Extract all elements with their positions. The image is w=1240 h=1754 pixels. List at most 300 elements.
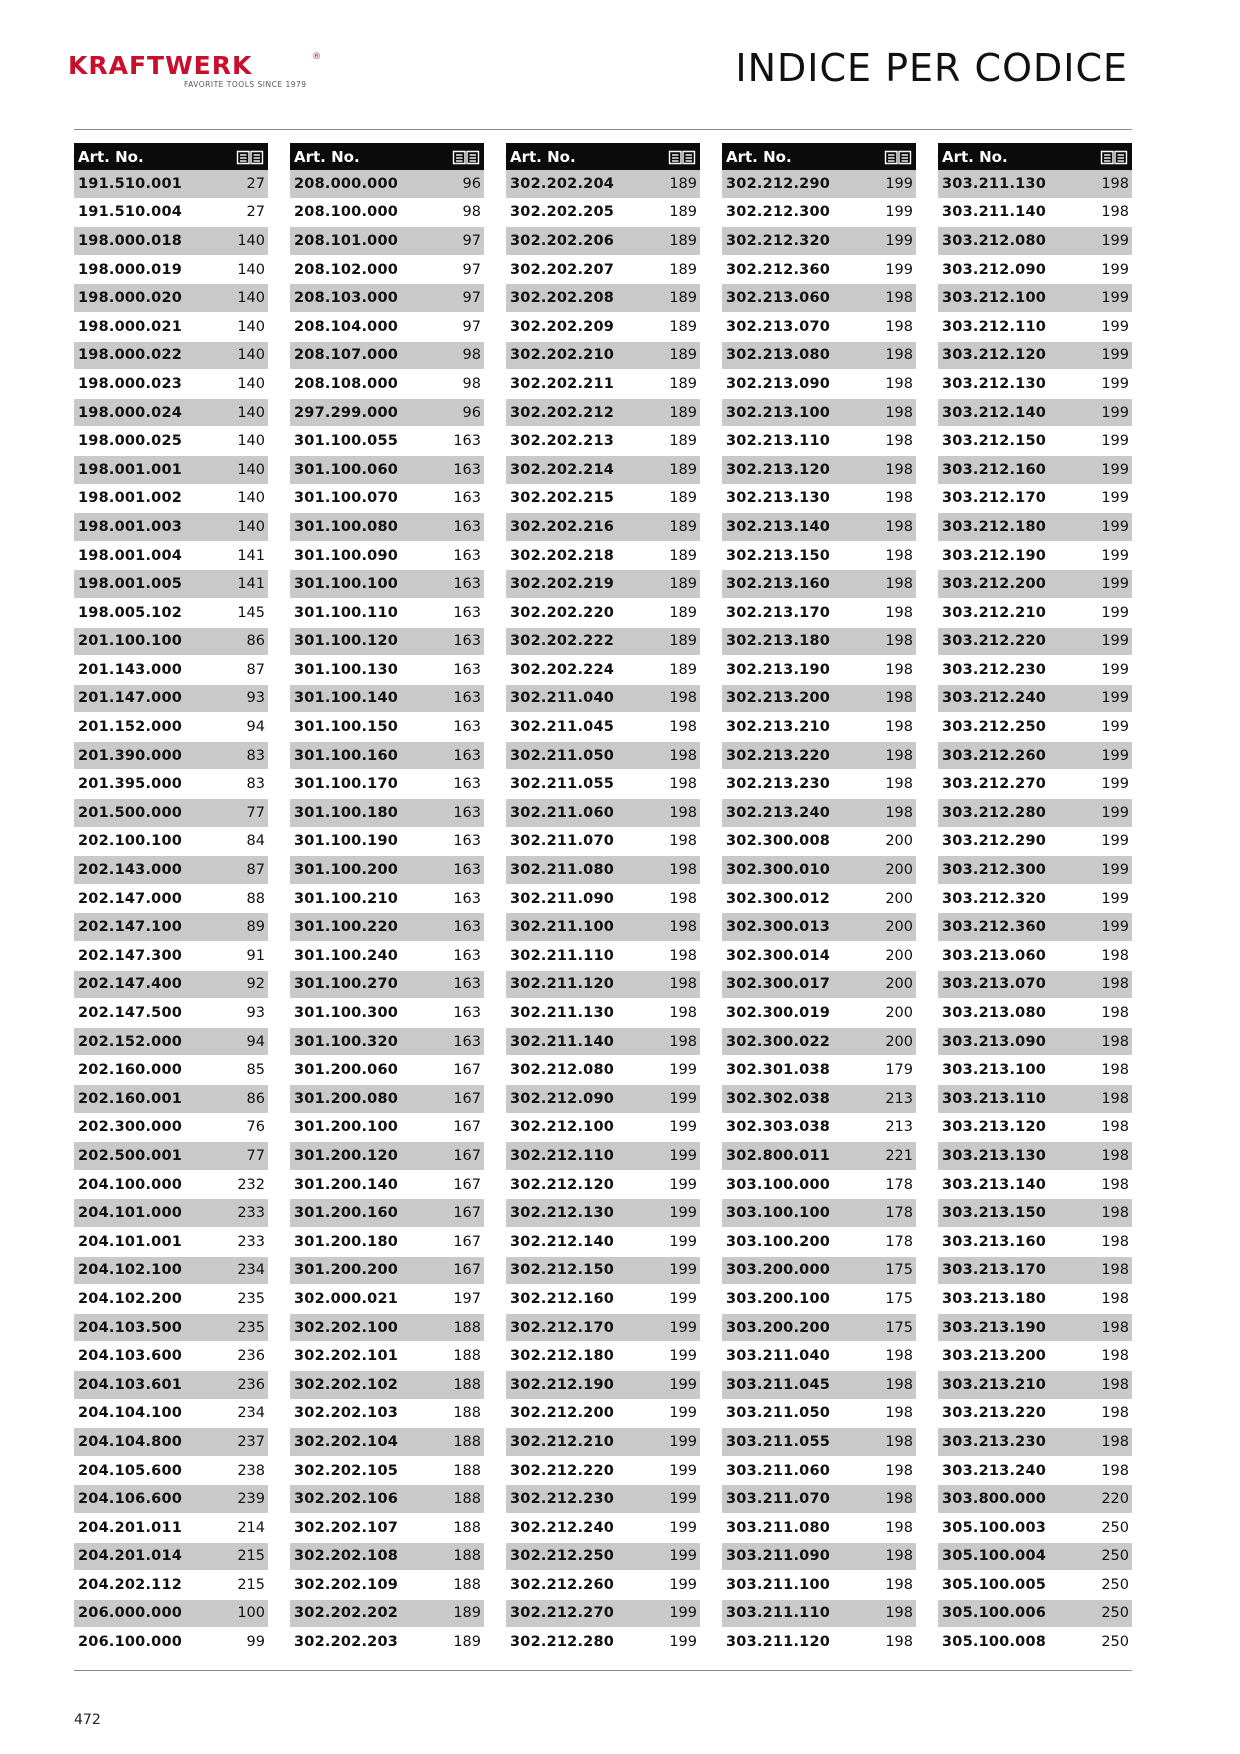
catalog-page: 86 <box>246 633 265 650</box>
catalog-page: 200 <box>885 862 913 879</box>
catalog-page: 250 <box>1101 1605 1129 1622</box>
article-number: 301.100.110 <box>294 604 399 621</box>
table-row <box>290 456 484 485</box>
art-no-header-label: Art. No. <box>510 147 576 166</box>
article-number: 208.107.000 <box>294 347 399 364</box>
catalog-page: 200 <box>885 890 913 907</box>
article-number: 202.160.001 <box>78 1090 183 1107</box>
table-row <box>74 742 268 771</box>
article-number: 302.213.160 <box>726 576 831 593</box>
article-number: 206.100.000 <box>78 1634 183 1651</box>
catalog-page: 199 <box>1101 776 1129 793</box>
catalog-page: 198 <box>885 804 913 821</box>
catalog-page: 87 <box>246 661 265 678</box>
table-row <box>290 1257 484 1286</box>
article-number: 302.211.110 <box>510 947 615 964</box>
catalog-page: 199 <box>669 1519 697 1536</box>
catalog-page: 198 <box>1101 1062 1129 1079</box>
article-number: 302.211.090 <box>510 890 615 907</box>
article-number: 301.100.210 <box>294 890 399 907</box>
catalog-page: 163 <box>453 833 481 850</box>
table-row <box>938 256 1132 285</box>
table-row <box>74 856 268 885</box>
table-row <box>938 227 1132 256</box>
table-row <box>938 685 1132 714</box>
article-number: 303.200.100 <box>726 1290 831 1307</box>
table-row <box>938 770 1132 799</box>
top-divider <box>74 129 1132 130</box>
article-number: 301.200.160 <box>294 1205 399 1222</box>
catalog-page: 188 <box>453 1319 481 1336</box>
article-number: 204.103.600 <box>78 1348 183 1365</box>
catalog-page: 188 <box>453 1519 481 1536</box>
table-row <box>938 828 1132 857</box>
catalog-page: 198 <box>669 976 697 993</box>
table-row <box>74 1085 268 1114</box>
article-number: 301.100.240 <box>294 947 399 964</box>
article-number: 198.000.022 <box>78 347 183 364</box>
table-row <box>74 1600 268 1629</box>
article-number: 303.213.060 <box>942 947 1047 964</box>
catalog-page: 198 <box>885 1433 913 1450</box>
article-number: 302.303.038 <box>726 1119 831 1136</box>
table-row <box>722 1457 916 1486</box>
article-number: 303.212.200 <box>942 576 1047 593</box>
article-number: 301.200.140 <box>294 1176 399 1193</box>
table-row <box>938 1400 1132 1429</box>
table-row <box>938 485 1132 514</box>
table-row <box>938 1056 1132 1085</box>
table-row <box>938 628 1132 657</box>
article-number: 303.213.130 <box>942 1147 1047 1164</box>
article-number: 302.212.160 <box>510 1290 615 1307</box>
catalog-page: 87 <box>246 862 265 879</box>
catalog-page: 232 <box>237 1176 265 1193</box>
article-number: 301.100.190 <box>294 833 399 850</box>
table-row <box>938 1142 1132 1171</box>
catalog-page: 198 <box>885 1462 913 1479</box>
article-number: 302.301.038 <box>726 1062 831 1079</box>
catalog-page: 200 <box>885 1033 913 1050</box>
catalog-page: 198 <box>1101 1433 1129 1450</box>
index-table <box>74 143 1132 1663</box>
table-row <box>938 1228 1132 1257</box>
article-number: 204.102.200 <box>78 1290 183 1307</box>
catalog-page: 163 <box>453 947 481 964</box>
table-row <box>290 170 484 199</box>
catalog-page: 188 <box>453 1433 481 1450</box>
table-row <box>506 1342 700 1371</box>
art-no-header-label: Art. No. <box>942 147 1008 166</box>
article-number: 302.202.202 <box>294 1605 399 1622</box>
catalog-page: 189 <box>669 490 697 507</box>
table-row <box>74 513 268 542</box>
catalog-page: 214 <box>237 1519 265 1536</box>
table-row <box>722 1485 916 1514</box>
catalog-page: 88 <box>246 890 265 907</box>
catalog-page: 189 <box>669 204 697 221</box>
table-row <box>722 1543 916 1572</box>
catalog-page: 199 <box>1101 290 1129 307</box>
table-row <box>938 1485 1132 1514</box>
table-row <box>290 370 484 399</box>
catalog-page: 188 <box>453 1376 481 1393</box>
table-row <box>722 342 916 371</box>
table-row <box>506 799 700 828</box>
table-row <box>290 1600 484 1629</box>
catalog-page: 83 <box>246 776 265 793</box>
article-number: 302.212.090 <box>510 1090 615 1107</box>
article-number: 302.212.270 <box>510 1605 615 1622</box>
article-number: 302.211.120 <box>510 976 615 993</box>
table-row <box>938 370 1132 399</box>
catalog-page: 189 <box>669 318 697 335</box>
catalog-page: 188 <box>453 1491 481 1508</box>
index-rows <box>938 170 1132 1657</box>
article-number: 204.104.800 <box>78 1433 183 1450</box>
article-number: 303.212.130 <box>942 375 1047 392</box>
article-number: 302.211.045 <box>510 719 615 736</box>
table-row <box>290 656 484 685</box>
article-number: 302.202.106 <box>294 1491 399 1508</box>
table-row <box>74 1142 268 1171</box>
table-row <box>506 199 700 228</box>
article-number: 302.212.260 <box>510 1576 615 1593</box>
table-row <box>74 713 268 742</box>
article-number: 198.000.018 <box>78 232 183 249</box>
article-number: 302.212.220 <box>510 1462 615 1479</box>
catalog-page: 199 <box>669 1548 697 1565</box>
article-number: 302.213.110 <box>726 433 831 450</box>
article-number: 305.100.004 <box>942 1548 1047 1565</box>
table-row <box>74 1457 268 1486</box>
article-number: 202.160.000 <box>78 1062 183 1079</box>
catalog-page: 91 <box>246 947 265 964</box>
table-row <box>290 1199 484 1228</box>
table-row <box>290 913 484 942</box>
catalog-page: 198 <box>885 604 913 621</box>
article-number: 303.200.200 <box>726 1319 831 1336</box>
table-row <box>74 399 268 428</box>
table-row <box>938 599 1132 628</box>
table-row <box>506 1457 700 1486</box>
catalog-page: 99 <box>246 1634 265 1651</box>
catalog-page: 234 <box>237 1262 265 1279</box>
table-row <box>506 570 700 599</box>
article-number: 198.005.102 <box>78 604 183 621</box>
table-row <box>722 942 916 971</box>
catalog-page: 198 <box>885 1605 913 1622</box>
article-number: 301.100.090 <box>294 547 399 564</box>
catalog-page: 198 <box>885 347 913 364</box>
catalog-page: 198 <box>885 290 913 307</box>
table-row <box>506 1371 700 1400</box>
article-number: 303.212.190 <box>942 547 1047 564</box>
catalog-page: 163 <box>453 1033 481 1050</box>
table-row <box>74 971 268 1000</box>
article-number: 198.001.001 <box>78 461 183 478</box>
article-number: 198.000.024 <box>78 404 183 421</box>
table-row <box>74 628 268 657</box>
article-number: 198.001.003 <box>78 518 183 535</box>
catalog-page: 198 <box>885 518 913 535</box>
catalog-page: 175 <box>885 1319 913 1336</box>
article-number: 302.302.038 <box>726 1090 831 1107</box>
article-number: 303.213.230 <box>942 1433 1047 1450</box>
article-number: 302.213.180 <box>726 633 831 650</box>
table-row <box>290 227 484 256</box>
catalog-page: 221 <box>885 1147 913 1164</box>
table-row <box>74 227 268 256</box>
catalog-page: 141 <box>237 547 265 564</box>
article-number: 301.100.180 <box>294 804 399 821</box>
article-number: 303.212.290 <box>942 833 1047 850</box>
article-number: 302.213.100 <box>726 404 831 421</box>
article-number: 302.211.060 <box>510 804 615 821</box>
catalog-page: 199 <box>669 1462 697 1479</box>
table-row <box>74 599 268 628</box>
catalog-page: 199 <box>669 1062 697 1079</box>
table-row <box>506 313 700 342</box>
table-row <box>722 1056 916 1085</box>
catalog-page: 213 <box>885 1090 913 1107</box>
table-row <box>938 399 1132 428</box>
article-number: 301.200.180 <box>294 1233 399 1250</box>
catalog-page: 199 <box>1101 318 1129 335</box>
article-number: 303.211.045 <box>726 1376 831 1393</box>
article-number: 303.211.120 <box>726 1634 831 1651</box>
article-number: 303.213.190 <box>942 1319 1047 1336</box>
catalog-page: 198 <box>1101 1090 1129 1107</box>
catalog-page: 77 <box>246 1147 265 1164</box>
catalog-page: 198 <box>885 318 913 335</box>
catalog-page: 198 <box>669 890 697 907</box>
catalog-page: 198 <box>669 833 697 850</box>
catalog-page: 198 <box>1101 1176 1129 1193</box>
page-title: INDICE PER CODICE <box>735 46 1128 90</box>
catalog-page: 175 <box>885 1290 913 1307</box>
table-row <box>938 913 1132 942</box>
table-row <box>722 999 916 1028</box>
catalog-page: 140 <box>237 490 265 507</box>
article-number: 198.000.023 <box>78 375 183 392</box>
table-row <box>290 1371 484 1400</box>
catalog-page: 140 <box>237 518 265 535</box>
catalog-page: 199 <box>1101 518 1129 535</box>
catalog-page: 199 <box>669 1119 697 1136</box>
catalog-page: 199 <box>1101 890 1129 907</box>
table-row <box>74 342 268 371</box>
table-row <box>506 828 700 857</box>
page-number: 472 <box>74 1712 101 1728</box>
catalog-page: 167 <box>453 1062 481 1079</box>
article-number: 303.211.070 <box>726 1491 831 1508</box>
table-row <box>938 1428 1132 1457</box>
article-number: 302.800.011 <box>726 1147 831 1164</box>
article-number: 302.202.212 <box>510 404 615 421</box>
catalog-page: 198 <box>885 1376 913 1393</box>
table-row <box>74 913 268 942</box>
catalog-page: 199 <box>885 261 913 278</box>
catalog-page: 233 <box>237 1233 265 1250</box>
table-row <box>74 256 268 285</box>
table-row <box>506 1571 700 1600</box>
table-row <box>722 828 916 857</box>
catalog-page: 199 <box>669 1147 697 1164</box>
table-row <box>74 1199 268 1228</box>
article-number: 305.100.003 <box>942 1519 1047 1536</box>
catalog-page: 198 <box>885 576 913 593</box>
article-number: 302.212.150 <box>510 1262 615 1279</box>
catalog-page: 163 <box>453 547 481 564</box>
article-number: 301.100.170 <box>294 776 399 793</box>
table-row <box>938 513 1132 542</box>
catalog-page: 89 <box>246 919 265 936</box>
table-row <box>938 1028 1132 1057</box>
catalog-page: 198 <box>669 1005 697 1022</box>
table-row <box>506 427 700 456</box>
article-number: 302.202.213 <box>510 433 615 450</box>
table-row <box>290 313 484 342</box>
catalog-page: 189 <box>669 433 697 450</box>
table-row <box>74 1514 268 1543</box>
table-row <box>722 1085 916 1114</box>
catalog-page: 199 <box>669 1262 697 1279</box>
article-number: 302.202.216 <box>510 518 615 535</box>
article-number: 301.100.055 <box>294 433 399 450</box>
article-number: 303.213.170 <box>942 1262 1047 1279</box>
catalog-page: 199 <box>1101 576 1129 593</box>
table-row <box>722 313 916 342</box>
catalog-page: 250 <box>1101 1634 1129 1651</box>
article-number: 303.211.050 <box>726 1405 831 1422</box>
catalog-page: 96 <box>462 404 481 421</box>
catalog-page: 163 <box>453 804 481 821</box>
table-row <box>722 570 916 599</box>
article-number: 302.213.080 <box>726 347 831 364</box>
table-row <box>506 1543 700 1572</box>
catalog-page: 198 <box>1101 947 1129 964</box>
catalog-page: 199 <box>1101 347 1129 364</box>
index-rows <box>722 170 916 1657</box>
catalog-page: 163 <box>453 1005 481 1022</box>
table-row <box>506 1028 700 1057</box>
catalog-page: 198 <box>1101 1005 1129 1022</box>
article-number: 302.212.190 <box>510 1376 615 1393</box>
article-number: 303.213.090 <box>942 1033 1047 1050</box>
catalog-page: 200 <box>885 947 913 964</box>
table-row <box>506 856 700 885</box>
table-row <box>290 427 484 456</box>
article-number: 204.201.011 <box>78 1519 183 1536</box>
article-number: 302.213.150 <box>726 547 831 564</box>
catalog-page: 198 <box>1101 1262 1129 1279</box>
table-row <box>290 1342 484 1371</box>
article-number: 297.299.000 <box>294 404 399 421</box>
catalog-page: 198 <box>885 633 913 650</box>
catalog-page: 233 <box>237 1205 265 1222</box>
article-number: 302.211.055 <box>510 776 615 793</box>
article-number: 303.212.250 <box>942 719 1047 736</box>
table-row <box>290 799 484 828</box>
catalog-page: 198 <box>885 661 913 678</box>
catalog-page: 198 <box>669 776 697 793</box>
article-number: 204.101.000 <box>78 1205 183 1222</box>
table-row <box>938 342 1132 371</box>
table-row <box>74 485 268 514</box>
catalog-page: 200 <box>885 833 913 850</box>
catalog-page: 188 <box>453 1548 481 1565</box>
catalog-page: 198 <box>669 804 697 821</box>
catalog-page: 189 <box>669 633 697 650</box>
catalog-page: 76 <box>246 1119 265 1136</box>
table-row <box>290 999 484 1028</box>
table-row <box>506 542 700 571</box>
article-number: 303.212.280 <box>942 804 1047 821</box>
catalog-page: 188 <box>453 1576 481 1593</box>
table-row <box>722 885 916 914</box>
catalog-page: 198 <box>885 747 913 764</box>
article-number: 303.212.300 <box>942 862 1047 879</box>
catalog-page: 198 <box>885 719 913 736</box>
article-number: 301.100.160 <box>294 747 399 764</box>
catalog-page: 199 <box>1101 404 1129 421</box>
article-number: 191.510.001 <box>78 175 183 192</box>
table-row <box>722 1342 916 1371</box>
article-number: 198.000.025 <box>78 433 183 450</box>
catalog-page: 97 <box>462 232 481 249</box>
table-row <box>722 1371 916 1400</box>
table-row <box>506 342 700 371</box>
catalog-page: 199 <box>669 1090 697 1107</box>
article-number: 204.106.600 <box>78 1491 183 1508</box>
table-row <box>722 742 916 771</box>
catalog-page: 198 <box>885 461 913 478</box>
article-number: 303.211.060 <box>726 1462 831 1479</box>
bottom-divider <box>74 1670 1132 1671</box>
catalog-page: 92 <box>246 976 265 993</box>
table-row <box>722 685 916 714</box>
article-number: 302.202.214 <box>510 461 615 478</box>
article-number: 303.212.140 <box>942 404 1047 421</box>
article-number: 302.202.219 <box>510 576 615 593</box>
catalog-page: 167 <box>453 1147 481 1164</box>
catalog-page: 140 <box>237 375 265 392</box>
table-row <box>938 1314 1132 1343</box>
table-row <box>506 1428 700 1457</box>
table-row <box>506 1114 700 1143</box>
table-row <box>74 1571 268 1600</box>
table-row <box>722 599 916 628</box>
article-number: 202.147.000 <box>78 890 183 907</box>
table-row <box>74 1314 268 1343</box>
article-number: 302.211.140 <box>510 1033 615 1050</box>
catalog-page: 198 <box>885 1634 913 1651</box>
article-number: 302.202.220 <box>510 604 615 621</box>
table-row <box>290 485 484 514</box>
catalog-page: 198 <box>669 690 697 707</box>
catalog-page: 199 <box>1101 747 1129 764</box>
column-header <box>938 143 1132 170</box>
article-number: 208.108.000 <box>294 375 399 392</box>
article-number: 202.147.400 <box>78 976 183 993</box>
table-row <box>506 1628 700 1657</box>
table-row <box>74 542 268 571</box>
table-row <box>506 513 700 542</box>
article-number: 302.202.205 <box>510 204 615 221</box>
table-row <box>290 770 484 799</box>
table-row <box>290 1514 484 1543</box>
